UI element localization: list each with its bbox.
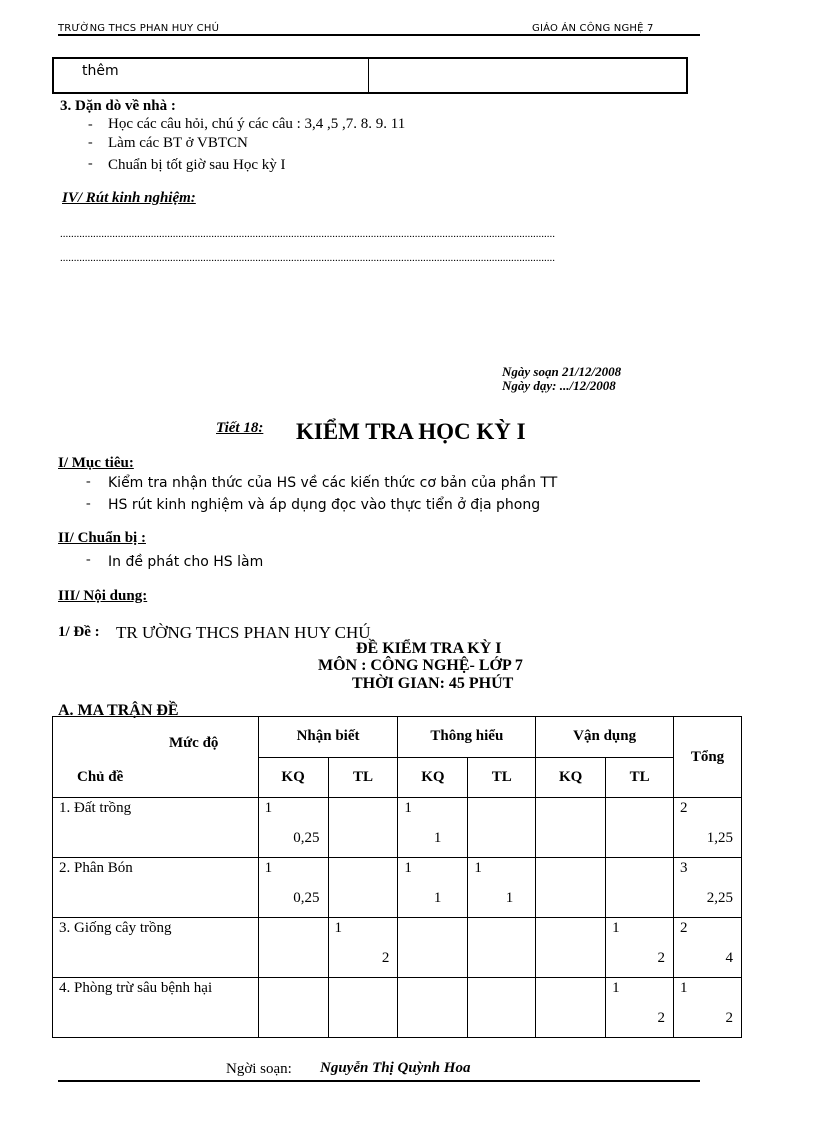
matrix-cell <box>328 978 398 1038</box>
cell-score <box>606 884 673 912</box>
cell-count: 1 <box>404 860 412 876</box>
cell-score <box>536 824 605 852</box>
total-score: 1,25 <box>706 830 733 846</box>
cell-count <box>536 858 605 884</box>
total-cell <box>674 858 742 918</box>
sub-header: TL <box>328 757 398 798</box>
lesson-label: Tiết 18: <box>216 420 264 436</box>
matrix-cell <box>468 978 536 1038</box>
objective-item-1: Kiểm tra nhận thức của HS về các kiến thức cơ bản của phần TT <box>108 475 558 491</box>
sub-header: TL <box>606 757 674 798</box>
cell-score <box>536 884 605 912</box>
cell-count: 1 <box>264 860 273 876</box>
matrix-cell <box>468 918 536 978</box>
cell-count: 1 <box>264 800 273 816</box>
header-right: GIÁO ÁN CÔNG NGHỆ 7 <box>532 23 654 34</box>
exam-label: 1/ Đề : <box>58 624 100 640</box>
matrix-cell <box>606 978 674 1038</box>
header-rule <box>58 34 700 36</box>
header-left: TRƯỜNG THCS PHAN HUY CHÚ <box>58 23 220 34</box>
cell-score <box>329 884 398 912</box>
sub-header: TL <box>468 757 536 798</box>
exam-school: TR ƯỜNG THCS PHAN HUY CHÚ <box>116 623 371 642</box>
row-topic <box>53 798 259 858</box>
cell-score: 0,25 <box>293 830 320 846</box>
cell-count: 1 <box>334 920 343 936</box>
matrix-corner-cell <box>53 717 259 798</box>
matrix-cell <box>258 918 328 978</box>
cell-count <box>329 978 398 1004</box>
experience-line-1: .................................................................................................................................................................................... <box>60 228 555 240</box>
matrix-cell <box>258 978 328 1038</box>
total-score: 4 <box>725 950 733 966</box>
cell-count <box>259 918 328 944</box>
matrix-cell <box>536 798 606 858</box>
cell-score <box>536 1004 605 1032</box>
footer-author: Nguyễn Thị Quỳnh Hoa <box>320 1060 471 1076</box>
footer-label: Ngời soạn: <box>226 1061 292 1077</box>
cell-count <box>259 978 328 1004</box>
matrix-cell <box>398 798 468 858</box>
experience-title: IV/ Rút kinh nghiệm: <box>62 190 196 206</box>
matrix-cell <box>328 858 398 918</box>
level-label: Mức độ <box>169 735 219 751</box>
cell-score <box>329 824 398 852</box>
total-cell <box>674 798 742 858</box>
matrix-cell <box>398 918 468 978</box>
top-table-cell-1: thêm <box>82 63 119 79</box>
group-header-application: Vận dụng <box>536 717 674 758</box>
cell-count <box>536 798 605 824</box>
matrix-cell <box>258 798 328 858</box>
homework-item-3: Chuẩn bị tốt giờ sau Học kỳ I <box>108 157 286 173</box>
exam-time: THỜI GIAN: 45 PHÚT <box>352 675 514 692</box>
group-header-recognition: Nhận biết <box>258 717 398 758</box>
cell-count: 1 <box>404 800 412 816</box>
matrix-cell <box>398 978 468 1038</box>
bullet-icon: - <box>86 552 91 567</box>
topic-text: 2. Phân Bón <box>59 860 133 876</box>
total-count: 2 <box>680 920 688 936</box>
top-table-divider <box>368 59 369 94</box>
cell-count: 1 <box>612 980 620 996</box>
matrix-cell <box>468 798 536 858</box>
bullet-icon: - <box>86 474 91 489</box>
top-table <box>52 57 688 94</box>
cell-count <box>536 978 605 1004</box>
cell-score: 1 <box>505 890 514 906</box>
matrix-cell <box>606 858 674 918</box>
group-header-comprehension: Thông hiểu <box>398 717 536 758</box>
matrix-cell <box>536 978 606 1038</box>
cell-count <box>468 978 535 1004</box>
cell-score <box>259 1004 328 1032</box>
bullet-icon: - <box>88 156 93 171</box>
cell-score <box>398 944 467 972</box>
cell-count <box>398 918 467 944</box>
matrix-title: A. MA TRẬN ĐỀ <box>58 702 179 719</box>
cell-score: 1 <box>433 830 442 846</box>
topic-label: Chủ đề <box>77 769 124 785</box>
bullet-icon: - <box>86 496 91 511</box>
exam-matrix-table <box>52 716 742 1038</box>
matrix-cell <box>606 798 674 858</box>
topic-text: 3. Giống cây trồng <box>59 920 172 936</box>
date-taught: Ngày dạy: .../12/2008 <box>502 378 616 393</box>
preparation-title: II/ Chuẩn bị : <box>58 530 146 546</box>
matrix-cell <box>328 798 398 858</box>
row-topic <box>53 858 259 918</box>
cell-count <box>468 798 535 824</box>
cell-count: 1 <box>474 860 482 876</box>
topic-text: 4. Phòng trừ sâu bệnh hại <box>59 980 213 996</box>
cell-score <box>468 944 535 972</box>
cell-score: 2 <box>657 950 666 966</box>
cell-score <box>398 1004 467 1032</box>
matrix-cell <box>398 858 468 918</box>
total-count: 1 <box>680 980 688 996</box>
bullet-icon: - <box>88 117 93 132</box>
matrix-cell <box>258 858 328 918</box>
matrix-cell <box>468 858 536 918</box>
total-cell <box>674 918 742 978</box>
total-count: 3 <box>680 860 688 876</box>
cell-count <box>329 798 398 824</box>
cell-count <box>536 918 605 944</box>
content-title: III/ Nội dung: <box>58 588 148 604</box>
total-score: 2 <box>725 1010 733 1026</box>
cell-score: 2 <box>657 1010 666 1026</box>
cell-count <box>398 978 467 1004</box>
sub-header: KQ <box>536 757 606 798</box>
cell-count <box>468 918 535 944</box>
matrix-cell <box>328 918 398 978</box>
cell-score: 0,25 <box>293 890 320 906</box>
bullet-icon: - <box>88 135 93 150</box>
objectives-title: I/ Mục tiêu: <box>58 455 134 471</box>
homework-item-1: Học các câu hỏi, chú ý các câu : 3,4 ,5 ,7. 8. 9. 11 <box>108 116 406 132</box>
cell-count: 1 <box>612 920 620 936</box>
cell-score <box>329 1004 398 1032</box>
cell-score <box>468 1004 535 1032</box>
cell-count <box>606 798 673 824</box>
footer-rule <box>58 1080 700 1082</box>
matrix-cell <box>606 918 674 978</box>
cell-count <box>329 858 398 884</box>
row-topic <box>53 978 259 1038</box>
lesson-title: KIỂM TRA HỌC KỲ I <box>296 419 526 444</box>
exam-title: ĐỀ KIỂM TRA KỲ I <box>356 640 502 657</box>
matrix-cell <box>536 858 606 918</box>
sub-header: KQ <box>398 757 468 798</box>
exam-subject: MÔN : CÔNG NGHỆ- LỚP 7 <box>318 657 523 674</box>
cell-score: 1 <box>433 890 442 906</box>
homework-item-2: Làm các BT ở VBTCN <box>108 135 248 151</box>
row-topic <box>53 918 259 978</box>
cell-score <box>606 824 673 852</box>
cell-score: 2 <box>381 950 390 966</box>
cell-score <box>468 824 535 852</box>
total-score: 2,25 <box>706 890 733 906</box>
objective-item-2: HS rút kinh nghiệm và áp dụng đọc vào thực tiển ở địa phong <box>108 497 541 513</box>
cell-score <box>536 944 605 972</box>
topic-text: 1. Đất trồng <box>59 800 132 816</box>
total-count: 2 <box>680 800 688 816</box>
total-cell <box>674 978 742 1038</box>
total-header: Tổng <box>674 717 742 798</box>
homework-title: 3. Dặn dò về nhà : <box>60 98 176 114</box>
cell-count <box>606 858 673 884</box>
sub-header: KQ <box>258 757 328 798</box>
date-prepared: Ngày soạn 21/12/2008 <box>502 364 622 379</box>
matrix-cell <box>536 918 606 978</box>
cell-score <box>259 944 328 972</box>
experience-line-2: .................................................................................................................................................................................... <box>60 252 555 264</box>
preparation-item-1: In đề phát cho HS làm <box>108 554 264 570</box>
